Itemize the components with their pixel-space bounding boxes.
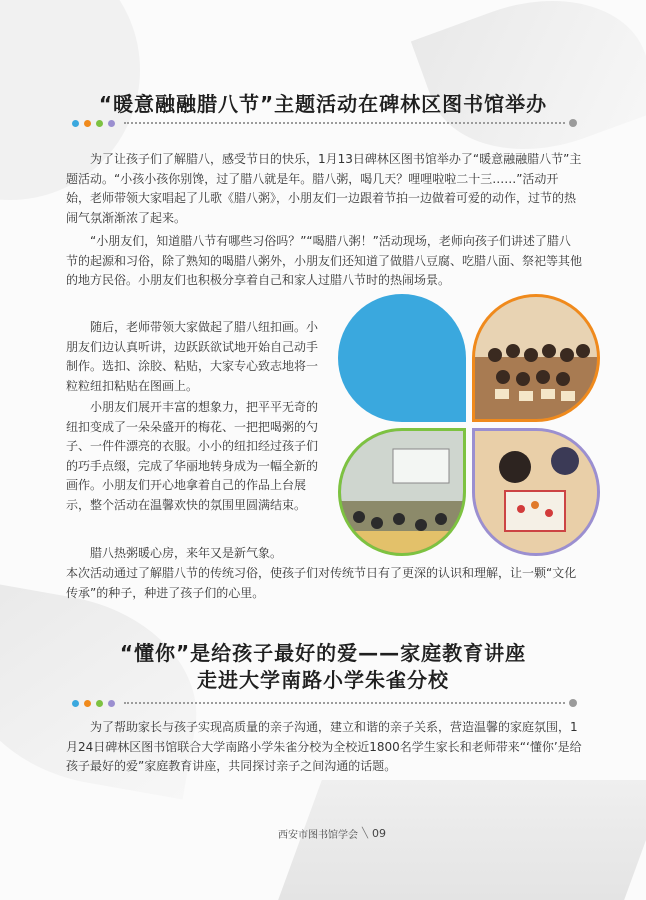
divider-dot xyxy=(108,120,115,127)
title-divider xyxy=(72,117,577,129)
divider-dot xyxy=(72,700,79,707)
article2-paragraph: 为了帮助家长与孩子实现高质量的亲子沟通，建立和谐的亲子关系，营造温馨的家庭氛围，1月24日碑林区图书馆联合大学南路小学朱雀分校为全校近1800名学生家长和老师带来“‘懂你’是给孩子最好的爱”家庭教育讲座，共同探讨亲子之间沟通的话题。 xyxy=(66,720,582,773)
divider-dot xyxy=(84,700,91,707)
divider-dot xyxy=(96,120,103,127)
group-photo-illustration xyxy=(475,297,597,419)
divider-dot xyxy=(72,120,79,127)
article2-title-line2: 走进大学南路小学朱雀分校 xyxy=(197,668,449,692)
article1-paragraph: 腊八热粥暖心房，来年又是新气象。 xyxy=(90,546,283,560)
collage-photo-classroom xyxy=(338,428,466,556)
craft-photo-illustration xyxy=(475,431,597,553)
divider-dot xyxy=(569,119,577,127)
divider-dot xyxy=(569,699,577,707)
divider-dot xyxy=(96,700,103,707)
article1-title: “暖意融融腊八节”主题活动在碑林区图书馆举办 xyxy=(98,92,548,116)
article1-paragraph: “小朋友们，知道腊八节有哪些习俗吗？”“喝腊八粥！”活动现场，老师向孩子们讲述了腊八节的起源和习俗，除了熟知的喝腊八粥外，小朋友们还知道了做腊八豆腐、吃腊八面、祭祀等其他的地方民俗。小朋友们也积极分享着自己和家人过腊八节时的热闹场景。 xyxy=(66,234,583,287)
publication-name: 西安市图书馆学会 xyxy=(278,830,358,841)
collage-photo-group xyxy=(472,294,600,422)
page-footer xyxy=(278,826,386,841)
divider-rule xyxy=(124,122,565,124)
divider-rule xyxy=(124,702,565,704)
photo-collage xyxy=(338,294,600,556)
collage-photo-craft xyxy=(472,428,600,556)
article1-paragraph: 随后，老师带领大家做起了腊八纽扣画。小朋友们边认真听讲，边跃跃欲试地开始自己动手制作。选扣、涂胶、粘贴，大家专心致志地将一粒粒纽扣粘贴在图画上。 xyxy=(66,320,319,393)
classroom-photo-illustration xyxy=(341,431,463,553)
page-number: 09 xyxy=(372,827,387,840)
article2-title-line1: “懂你”是给孩子最好的爱——家庭教育讲座 xyxy=(119,641,527,665)
title-divider xyxy=(72,697,577,709)
article1-paragraph: 小朋友们展开丰富的想象力，把平平无奇的纽扣变成了一朵朵盛开的梅花、一把把喝粥的勺子、一件件漂亮的衣服。小小的纽扣经过孩子们的巧手点缀，完成了华丽地转身成为一幅全新的画作。小朋友们开心地拿着自己的作品上台展示，整个活动在温馨欢快的氛围里圆满结束。 xyxy=(66,400,319,512)
collage-petal-blue xyxy=(338,294,466,422)
article1-paragraph: 本次活动通过了解腊八节的传统习俗，使孩子们对传统节日有了更深的认识和理解，让一颗“文化传承”的种子，种进了孩子们的心里。 xyxy=(66,566,577,600)
article1-paragraph: 为了让孩子们了解腊八，感受节日的快乐，1月13日碑林区图书馆举办了“暖意融融腊八节”主题活动。“小孩小孩你别馋，过了腊八就是年。腊八粥，喝几天？哩哩啦啦二十三……”活动开始，老师带领大家唱起了儿歌《腊八粥》，小朋友们一边跟着节拍一边做着可爱的动作，过节的热闹气氛渐渐浓了起来。 xyxy=(66,152,582,225)
divider-dot xyxy=(84,120,91,127)
divider-dot xyxy=(108,700,115,707)
footer-separator-icon: ╲ xyxy=(362,828,369,839)
